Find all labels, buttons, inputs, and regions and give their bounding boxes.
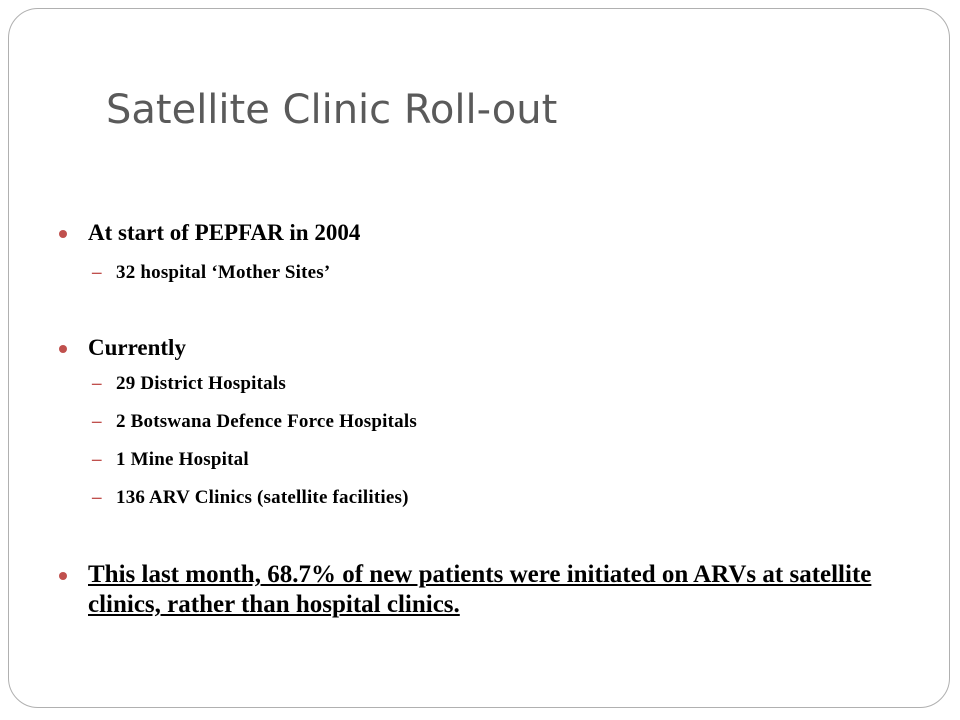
bullet-marker: [59, 230, 67, 238]
sub-bullet-marker: –: [92, 373, 102, 394]
slide-title: Satellite Clinic Roll-out: [106, 87, 558, 133]
bullet-marker: [59, 572, 67, 580]
sub-bullet-marker: –: [92, 449, 102, 470]
sub-bullet-arv-clinics: 136 ARV Clinics (satellite facilities): [116, 487, 409, 508]
sub-bullet-marker: –: [92, 487, 102, 508]
sub-bullet-mine-hospital: 1 Mine Hospital: [116, 449, 249, 470]
bullet-pepfar-start: At start of PEPFAR in 2004: [88, 220, 361, 245]
sub-bullet-marker: –: [92, 411, 102, 432]
sub-bullet-marker: –: [92, 262, 102, 283]
sub-bullet-district-hospitals: 29 District Hospitals: [116, 373, 286, 394]
sub-bullet-mother-sites: 32 hospital ‘Mother Sites’: [116, 262, 331, 283]
bullet-satellite-initiation-stat: This last month, 68.7% of new patients were initiated on ARVs at satellite clinics, rather than hospital clinics.: [88, 561, 872, 618]
bullet-marker: [59, 345, 67, 353]
bullet-currently: Currently: [88, 335, 186, 360]
sub-bullet-defence-force-hospitals: 2 Botswana Defence Force Hospitals: [116, 411, 417, 432]
